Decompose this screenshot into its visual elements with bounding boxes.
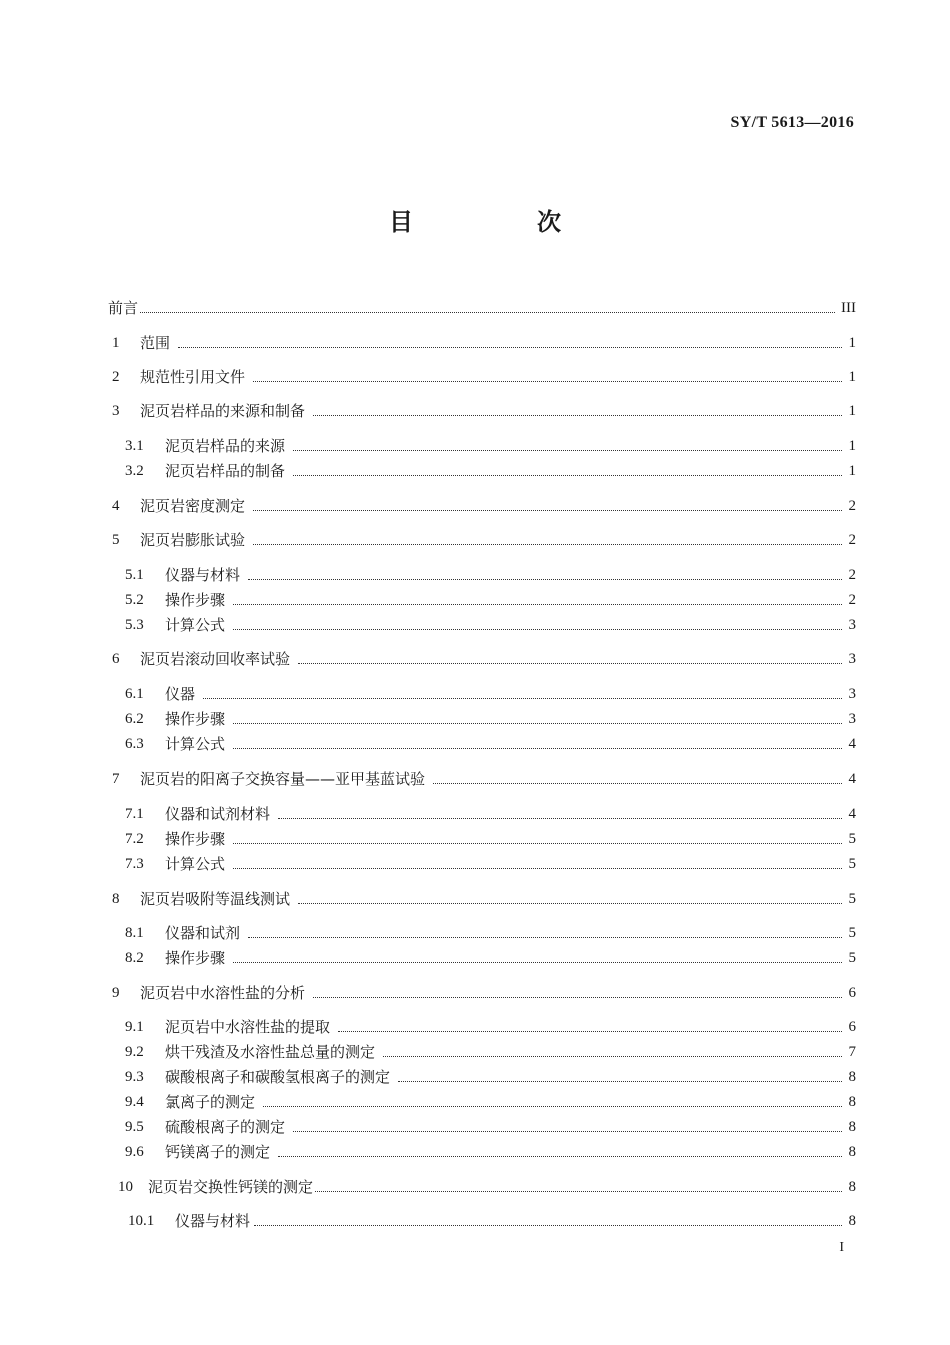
toc-entry-number: 9.6 — [125, 1144, 144, 1160]
toc-entry[interactable] — [108, 683, 856, 705]
toc-entry-label: 规范性引用文件 — [140, 368, 246, 386]
toc-entry-label: 泥页岩密度测定 — [140, 497, 246, 515]
toc-entry-page: 5 — [848, 891, 856, 907]
dot-leader — [263, 1106, 842, 1107]
dot-leader — [433, 783, 842, 784]
toc-entry[interactable] — [108, 435, 856, 457]
dot-leader — [248, 579, 842, 580]
toc-entry-number: 7.1 — [125, 806, 144, 822]
dot-leader — [233, 604, 842, 605]
standard-code: SY/T 5613—2016 — [730, 114, 854, 131]
toc-entry-label: 前言 — [108, 299, 139, 317]
toc-entry-page: 3 — [848, 711, 856, 727]
toc-entry-page: 8 — [848, 1119, 856, 1135]
toc-entry[interactable] — [108, 982, 856, 1004]
dot-leader — [298, 663, 842, 664]
toc-entry-number: 3 — [112, 403, 120, 419]
toc-entry-label: 泥页岩交换性钙镁的测定 — [148, 1178, 314, 1196]
toc-entry[interactable] — [108, 332, 856, 354]
dot-leader — [253, 381, 842, 382]
toc-entry-page: 8 — [848, 1213, 856, 1229]
toc-entry[interactable] — [108, 1016, 856, 1038]
toc-entry-number: 10 — [118, 1179, 133, 1195]
toc-entry-label: 仪器 — [165, 685, 196, 703]
toc-entry-number: 4 — [112, 498, 120, 514]
toc-entry-page: 8 — [848, 1179, 856, 1195]
toc-entry-page: 3 — [848, 651, 856, 667]
toc-entry-page: 1 — [848, 369, 856, 385]
toc-entry-page: 4 — [848, 806, 856, 822]
toc-entry[interactable] — [108, 366, 856, 388]
toc-entry-label: 计算公式 — [165, 735, 226, 753]
dot-leader — [293, 1131, 842, 1132]
toc-entry-number: 8.2 — [125, 950, 144, 966]
dot-leader — [315, 1191, 842, 1192]
toc-entry-page: 8 — [848, 1094, 856, 1110]
toc-entry-number: 7.2 — [125, 831, 144, 847]
toc-entry-number: 7 — [112, 771, 120, 787]
toc-entry-label: 泥页岩样品的来源 — [165, 437, 286, 455]
toc-entry-number: 9.4 — [125, 1094, 144, 1110]
toc-entry-preface[interactable] — [108, 297, 856, 319]
toc-entry-page: 6 — [848, 985, 856, 1001]
dot-leader — [140, 312, 835, 313]
toc-entry-page: 1 — [848, 463, 856, 479]
toc-entry[interactable] — [108, 947, 856, 969]
toc-entry-label: 泥页岩样品的制备 — [165, 462, 286, 480]
dot-leader — [398, 1081, 842, 1082]
toc-entry-page: 4 — [848, 736, 856, 752]
toc-entry-page: 5 — [848, 831, 856, 847]
toc-entry-page: 1 — [848, 335, 856, 351]
toc-entry-label: 操作步骤 — [165, 830, 226, 848]
toc-entry-label: 泥页岩滚动回收率试验 — [140, 650, 291, 668]
toc-entry[interactable] — [108, 1210, 856, 1232]
dot-leader — [203, 698, 842, 699]
toc-entry-number: 6.3 — [125, 736, 144, 752]
toc-entry-number: 1 — [112, 335, 120, 351]
toc-entry-page: 6 — [848, 1019, 856, 1035]
dot-leader — [253, 510, 842, 511]
toc-entry-page: 2 — [848, 592, 856, 608]
toc-entry-number: 6 — [112, 651, 120, 667]
toc-entry[interactable] — [108, 1091, 856, 1113]
toc-entry-label: 操作步骤 — [165, 591, 226, 609]
dot-leader — [233, 629, 842, 630]
toc-entry-number: 9.1 — [125, 1019, 144, 1035]
toc-entry-label: 烘干残渣及水溶性盐总量的测定 — [165, 1043, 376, 1061]
dot-leader — [233, 843, 842, 844]
toc-entry[interactable] — [108, 460, 856, 482]
toc-entry-page: 2 — [848, 567, 856, 583]
toc-entry-page: 8 — [848, 1144, 856, 1160]
toc-entry-number: 3.1 — [125, 438, 144, 454]
dot-leader — [178, 347, 842, 348]
dot-leader — [293, 450, 842, 451]
toc-entry[interactable] — [108, 888, 856, 910]
dot-leader — [313, 415, 842, 416]
dot-leader — [248, 937, 842, 938]
toc-entry-page: 5 — [848, 950, 856, 966]
dot-leader — [298, 903, 842, 904]
toc-entry-label: 计算公式 — [165, 855, 226, 873]
toc-entry[interactable] — [108, 1141, 856, 1163]
toc-entry-number: 6.2 — [125, 711, 144, 727]
toc-entry-label: 氯离子的测定 — [165, 1093, 256, 1111]
toc-entry-page: 3 — [848, 617, 856, 633]
dot-leader — [278, 1156, 842, 1157]
toc-entry[interactable] — [108, 648, 856, 670]
dot-leader — [254, 1225, 842, 1226]
toc-entry-label: 仪器与材料 — [165, 566, 241, 584]
toc-entry[interactable] — [108, 853, 856, 875]
toc-entry-label: 泥页岩吸附等温线测试 — [140, 890, 291, 908]
toc-entry[interactable] — [108, 614, 856, 636]
toc-entry-number: 10.1 — [128, 1213, 155, 1229]
toc-entry-page: 8 — [848, 1069, 856, 1085]
toc-entry-page: 1 — [848, 403, 856, 419]
toc-entry-number: 3.2 — [125, 463, 144, 479]
page-number: I — [839, 1240, 844, 1255]
dot-leader — [338, 1031, 842, 1032]
dot-leader — [253, 544, 842, 545]
toc-entry-label: 钙镁离子的测定 — [165, 1143, 271, 1161]
toc-entry-page: 5 — [848, 856, 856, 872]
toc-entry-number: 5 — [112, 532, 120, 548]
toc-entry-label: 硫酸根离子的测定 — [165, 1118, 286, 1136]
dot-leader — [233, 962, 842, 963]
toc-entry-label: 泥页岩中水溶性盐的提取 — [165, 1018, 331, 1036]
dot-leader — [278, 818, 842, 819]
toc-entry-label: 计算公式 — [165, 616, 226, 634]
toc-entry-page: 2 — [848, 498, 856, 514]
toc-entry-number: 5.1 — [125, 567, 144, 583]
toc-entry-page: 5 — [848, 925, 856, 941]
toc-entry-label: 泥页岩中水溶性盐的分析 — [140, 984, 306, 1002]
toc-entry-number: 8 — [112, 891, 120, 907]
table-of-contents — [108, 0, 856, 1345]
toc-entry-page: 2 — [848, 532, 856, 548]
toc-entry[interactable] — [108, 1041, 856, 1063]
toc-entry-label: 泥页岩样品的来源和制备 — [140, 402, 306, 420]
toc-entry-page: 4 — [848, 771, 856, 787]
dot-leader — [313, 997, 842, 998]
toc-entry[interactable] — [108, 1116, 856, 1138]
toc-entry-number: 8.1 — [125, 925, 144, 941]
toc-entry-number: 9.3 — [125, 1069, 144, 1085]
toc-entry[interactable] — [108, 768, 856, 790]
toc-entry-label: 操作步骤 — [165, 710, 226, 728]
toc-entry[interactable] — [108, 589, 856, 611]
toc-entry-label: 操作步骤 — [165, 949, 226, 967]
toc-entry[interactable] — [108, 495, 856, 517]
toc-entry[interactable] — [108, 803, 856, 825]
toc-entry[interactable] — [108, 922, 856, 944]
toc-entry-number: 7.3 — [125, 856, 144, 872]
toc-entry-label: 碳酸根离子和碳酸氢根离子的测定 — [165, 1068, 391, 1086]
dot-leader — [233, 748, 842, 749]
toc-entry-page: 3 — [848, 686, 856, 702]
toc-entry-number: 9.2 — [125, 1044, 144, 1060]
toc-entry[interactable] — [108, 529, 856, 551]
toc-entry[interactable] — [108, 400, 856, 422]
toc-entry[interactable] — [108, 733, 856, 755]
toc-entry-number: 2 — [112, 369, 120, 385]
toc-entry-label: 仪器和试剂材料 — [165, 805, 271, 823]
toc-entry-label: 范围 — [140, 334, 171, 352]
toc-entry[interactable] — [108, 564, 856, 586]
toc-entry[interactable] — [108, 708, 856, 730]
page-title: 目 次 — [389, 208, 611, 236]
toc-entry-number: 9 — [112, 985, 120, 1001]
toc-entry-page: III — [841, 300, 856, 316]
toc-entry[interactable] — [108, 1176, 856, 1198]
toc-entry-label: 泥页岩膨胀试验 — [140, 531, 246, 549]
dot-leader — [383, 1056, 842, 1057]
dot-leader — [233, 868, 842, 869]
dot-leader — [233, 723, 842, 724]
toc-entry-number: 5.3 — [125, 617, 144, 633]
toc-entry[interactable] — [108, 828, 856, 850]
toc-entry-number: 9.5 — [125, 1119, 144, 1135]
toc-entry-label: 仪器与材料 — [175, 1212, 251, 1230]
toc-entry-label: 泥页岩的阳离子交换容量——亚甲基蓝试验 — [140, 770, 426, 788]
toc-entry-page: 1 — [848, 438, 856, 454]
toc-entry-number: 5.2 — [125, 592, 144, 608]
toc-entry-number: 6.1 — [125, 686, 144, 702]
toc-entry-label: 仪器和试剂 — [165, 924, 241, 942]
toc-entry[interactable] — [108, 1066, 856, 1088]
dot-leader — [293, 475, 842, 476]
toc-entry-page: 7 — [848, 1044, 856, 1060]
